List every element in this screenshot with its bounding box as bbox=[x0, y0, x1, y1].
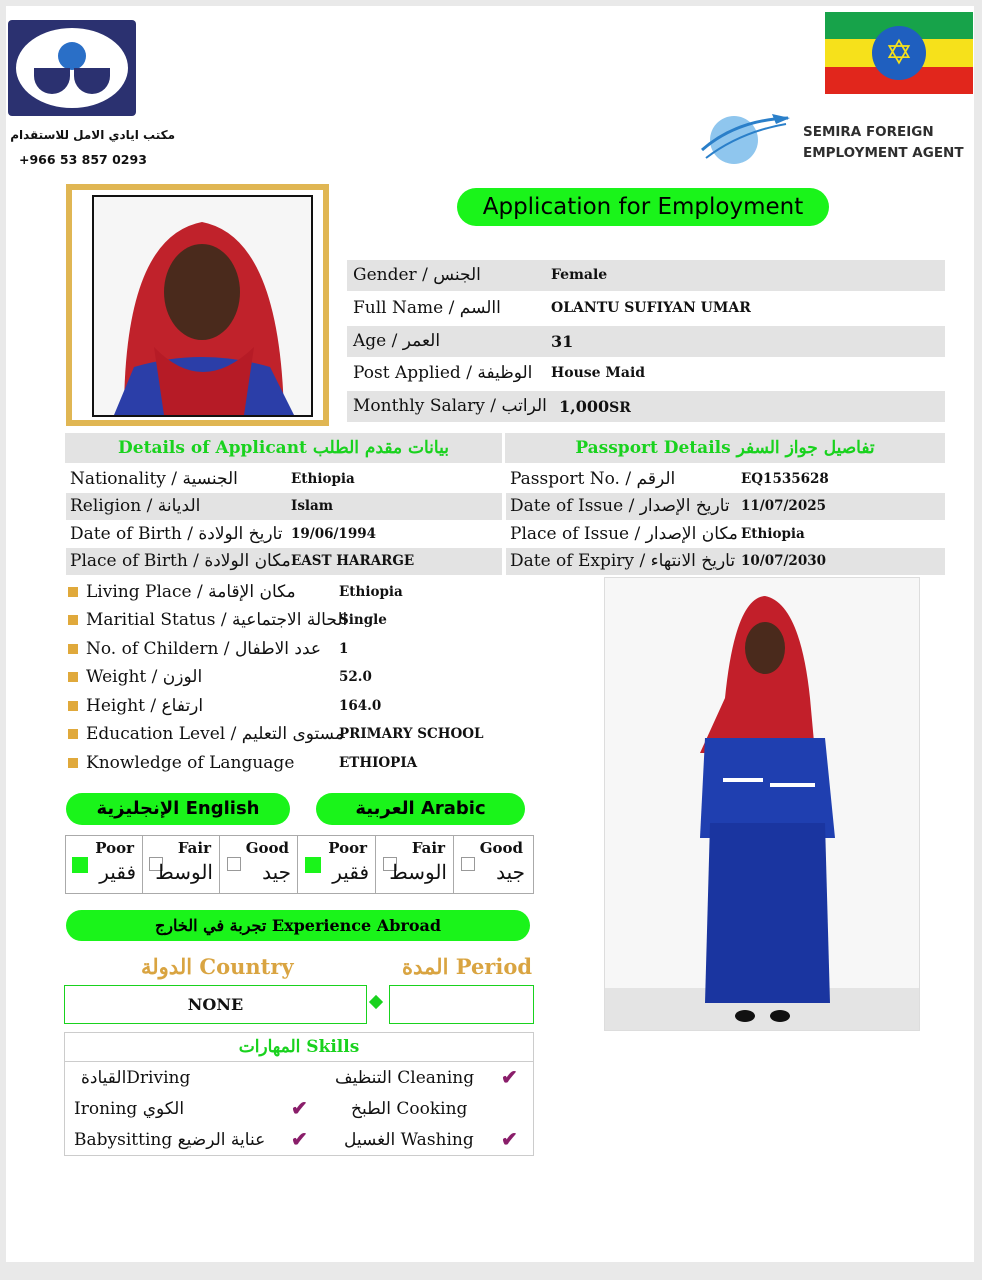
level-label-en: Good bbox=[479, 839, 523, 857]
check-icon: ✔ bbox=[501, 1065, 518, 1089]
language-level-table bbox=[65, 835, 534, 894]
place-of-issue-row bbox=[506, 521, 945, 548]
weight-value: 52.0 bbox=[339, 669, 372, 685]
passport-details-header: Passport Details تفاصيل جواز السفر bbox=[505, 433, 945, 463]
english-good-checkbox[interactable] bbox=[227, 857, 241, 871]
date-of-expiry-label: Date of Expiry / تاريخ الانتهاء bbox=[510, 551, 736, 571]
check-icon: ✔ bbox=[291, 1127, 308, 1151]
agent-name bbox=[803, 122, 964, 164]
marital-status-row bbox=[66, 606, 532, 634]
date-of-birth-value: 19/06/1994 bbox=[291, 526, 377, 542]
period-label: المدة Period bbox=[402, 954, 533, 979]
skills-header: المهارات Skills bbox=[65, 1033, 533, 1062]
experience-header: تجربة في الخارج Experience Abroad bbox=[66, 910, 530, 941]
living-place-label: Living Place / مكان الإقامة bbox=[86, 582, 296, 602]
post-applied-row bbox=[347, 358, 945, 389]
skills-table bbox=[64, 1032, 534, 1156]
date-of-expiry-value: 10/07/2030 bbox=[741, 553, 827, 569]
agent-name-line1: SEMIRA FOREIGN bbox=[803, 124, 934, 140]
airplane-globe-icon bbox=[696, 110, 792, 166]
height-row bbox=[66, 692, 532, 720]
nationality-label: Nationality / الجنسية bbox=[70, 469, 238, 489]
hand-icon bbox=[74, 68, 110, 94]
skill-cleaning: التنظيف Cleaning bbox=[335, 1068, 475, 1088]
salary-row bbox=[347, 391, 945, 422]
education-row bbox=[66, 720, 532, 748]
level-label-ar: فقير bbox=[99, 860, 136, 884]
arabic-fair-cell bbox=[377, 836, 454, 893]
level-label-ar: فقير bbox=[332, 860, 369, 884]
country-value: NONE bbox=[64, 985, 367, 1024]
children-label: No. of Childern / عدد الاطفال bbox=[86, 639, 322, 659]
religion-label: Religion / الديانة bbox=[70, 496, 201, 516]
gender-label: Gender / الجنس bbox=[353, 265, 481, 285]
country-label: الدولة Country bbox=[141, 954, 294, 979]
language-knowledge-label: Knowledge of Language bbox=[86, 753, 295, 773]
bullet-icon bbox=[68, 644, 78, 654]
date-of-issue-row bbox=[506, 493, 945, 520]
language-knowledge-row bbox=[66, 749, 532, 777]
level-label-ar: جيد bbox=[496, 860, 525, 884]
weight-row bbox=[66, 663, 532, 691]
date-of-expiry-row bbox=[506, 548, 945, 575]
full-name-label: Full Name / االسم bbox=[353, 298, 501, 318]
place-of-birth-label: Place of Birth / مكان الولادة bbox=[70, 551, 291, 571]
english-label: الإنجليزية English bbox=[66, 793, 290, 825]
arabic-good-cell bbox=[455, 836, 531, 893]
marital-status-label: Maritial Status / الحالة الاجتماعية bbox=[86, 610, 348, 630]
height-value: 164.0 bbox=[339, 698, 382, 714]
bullet-icon bbox=[68, 729, 78, 739]
bullet-icon bbox=[68, 615, 78, 625]
agent-name-line2: EMPLOYMENT AGENT bbox=[803, 145, 964, 161]
check-icon: ✔ bbox=[291, 1096, 308, 1120]
age-value: 31 bbox=[551, 332, 574, 351]
arabic-label: العربية Arabic bbox=[316, 793, 525, 825]
nationality-value: Ethiopia bbox=[291, 471, 355, 487]
arabic-good-checkbox[interactable] bbox=[461, 857, 475, 871]
passport-no-row bbox=[506, 466, 945, 493]
level-label-en: Good bbox=[245, 839, 289, 857]
bullet-icon bbox=[68, 758, 78, 768]
education-label: Education Level / مستوى التعليم bbox=[86, 724, 344, 744]
level-label-ar: الوسط bbox=[389, 860, 447, 884]
skill-cooking: الطبخ Cooking bbox=[351, 1099, 468, 1119]
salary-value bbox=[545, 391, 945, 422]
skill-washing: الغسيل Washing bbox=[344, 1130, 474, 1150]
bullet-icon bbox=[68, 672, 78, 682]
period-value bbox=[389, 985, 534, 1024]
skill-driving: القيادةDriving bbox=[81, 1068, 191, 1088]
level-label-en: Poor bbox=[95, 839, 134, 857]
skill-babysitting: Babysitting عناية الرضيع bbox=[74, 1130, 266, 1150]
office-name: مكتب ايادي الامل للاستقدام bbox=[10, 128, 175, 142]
ethiopia-flag bbox=[825, 12, 973, 94]
post-applied-label: Post Applied / الوظيفة bbox=[353, 363, 533, 383]
bullet-icon bbox=[68, 587, 78, 597]
date-of-birth-row bbox=[66, 521, 502, 548]
date-of-birth-label: Date of Birth / تاريخ الولادة bbox=[70, 524, 283, 544]
applicant-details-header: Details of Applicant بيانات مقدم الطلب bbox=[65, 433, 502, 463]
page-title: Application for Employment bbox=[457, 188, 829, 226]
passport-no-value: EQ1535628 bbox=[741, 471, 829, 487]
portrait-photo-frame bbox=[66, 184, 329, 426]
age-row bbox=[347, 326, 945, 357]
passport-no-label: Passport No. / الرقم bbox=[510, 469, 676, 489]
age-label: Age / العمر bbox=[353, 331, 441, 351]
salary-label: Monthly Salary / الراتب bbox=[353, 396, 547, 416]
salary-currency: SR bbox=[609, 400, 631, 416]
globe-icon bbox=[58, 42, 86, 70]
date-of-issue-label: Date of Issue / تاريخ الإصدار bbox=[510, 496, 730, 516]
hand-icon bbox=[34, 68, 70, 94]
full-name-row bbox=[347, 293, 945, 324]
place-of-birth-row bbox=[66, 548, 502, 575]
weight-label: Weight / الوزن bbox=[86, 667, 203, 687]
full-body-photo bbox=[604, 577, 920, 1031]
language-knowledge-value: ETHIOPIA bbox=[339, 755, 418, 771]
level-label-en: Poor bbox=[328, 839, 367, 857]
english-good-cell bbox=[221, 836, 298, 893]
marital-status-value: Single bbox=[339, 612, 387, 628]
office-logo bbox=[8, 20, 136, 116]
office-phone: +966 53 857 0293 bbox=[19, 152, 147, 167]
religion-value: Islam bbox=[291, 498, 334, 514]
gender-value: Female bbox=[545, 260, 945, 291]
living-place-value: Ethiopia bbox=[339, 584, 403, 600]
english-poor-checkbox[interactable] bbox=[72, 857, 88, 873]
level-label-en: Fair bbox=[411, 839, 445, 857]
skill-ironing: Ironing الكوي bbox=[74, 1099, 185, 1119]
living-place-row bbox=[66, 578, 532, 606]
children-value: 1 bbox=[339, 641, 349, 657]
salary-amount: 1,000 bbox=[559, 397, 610, 416]
place-of-issue-label: Place of Issue / مكان الإصدار bbox=[510, 524, 738, 544]
post-applied-value: House Maid bbox=[551, 365, 646, 381]
english-fair-cell bbox=[143, 836, 220, 893]
arabic-poor-cell bbox=[299, 836, 376, 893]
english-poor-cell bbox=[66, 836, 143, 893]
gender-row bbox=[347, 260, 945, 291]
star-emblem-icon: ✡ bbox=[872, 26, 926, 80]
place-of-issue-value: Ethiopia bbox=[741, 526, 805, 542]
level-label-en: Fair bbox=[177, 839, 211, 857]
nationality-row bbox=[66, 466, 502, 493]
level-label-ar: جيد bbox=[262, 860, 291, 884]
level-label-ar: الوسط bbox=[155, 860, 213, 884]
arabic-poor-checkbox[interactable] bbox=[305, 857, 321, 873]
date-of-issue-value: 11/07/2025 bbox=[741, 498, 827, 514]
bullet-icon bbox=[68, 701, 78, 711]
full-name-value: OLANTU SUFIYAN UMAR bbox=[551, 300, 751, 316]
place-of-birth-value: EAST HARARGE bbox=[291, 553, 415, 569]
education-value: PRIMARY SCHOOL bbox=[339, 726, 484, 742]
religion-row bbox=[66, 493, 502, 520]
check-icon: ✔ bbox=[501, 1127, 518, 1151]
portrait-photo bbox=[92, 195, 313, 417]
height-label: Height / ارتفاع bbox=[86, 696, 204, 716]
children-row bbox=[66, 635, 532, 663]
